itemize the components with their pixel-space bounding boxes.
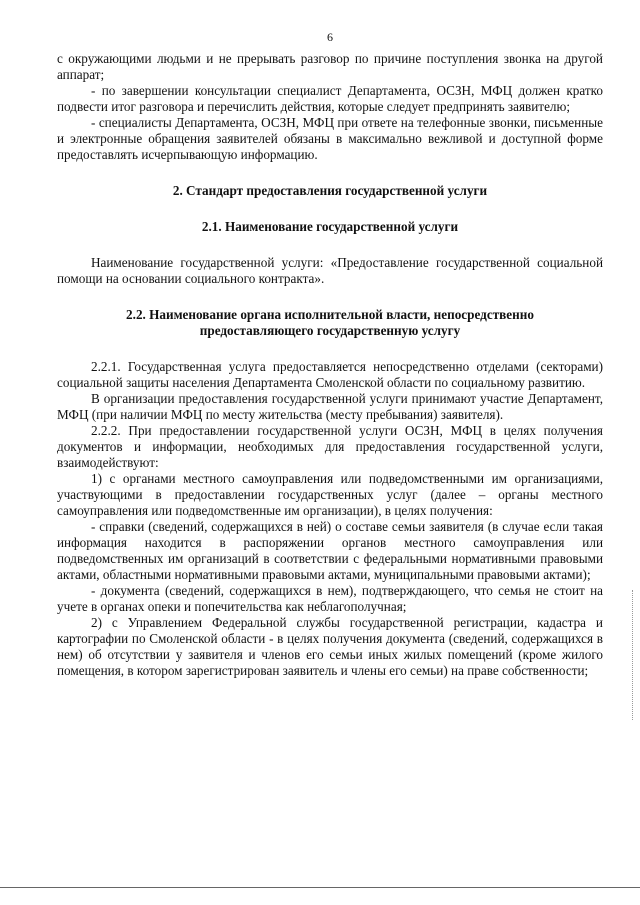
paragraph: 2.2.1. Государственная услуга предоставляется непосредственно отделами (секторами) социальной защиты населения Департамента Смоленской области по социальному развитию. xyxy=(57,359,603,390)
paragraph: с окружающими людьми и не прерывать разговор по причине поступления звонка на другой аппарат; xyxy=(57,51,603,82)
paragraph: В организации предоставления государственной услуги принимают участие Департамент, МФЦ (при наличии МФЦ по месту жительства (месту пребывания) заявителя). xyxy=(57,391,603,422)
page-number: 6 xyxy=(327,30,333,44)
section-heading-2: 2. Стандарт предоставления государственной услуги xyxy=(172,183,488,198)
paragraph: - специалисты Департамента, ОСЗН, МФЦ при ответе на телефонные звонки, письменные и электронные обращения заявителей обязаны в максимально вежливой и доступной форме предоставлять исчерпывающую информацию. xyxy=(57,115,603,162)
paragraph: 2.2.2. При предоставлении государственной услуги ОСЗН, МФЦ в целях получения документов и информации, необходимых для предоставления государственной услуги, взаимодействуют: xyxy=(57,423,603,470)
paragraph: - по завершении консультации специалист Департамента, ОСЗН, МФЦ должен кратко подвести итог разговора и перечислить действия, которые следует предпринять заявителю; xyxy=(57,83,603,114)
paragraph: 2) с Управлением Федеральной службы государственной регистрации, кадастра и картографии по Смоленской области - в целях получения документа (сведений, содержащихся в нем) об отсутствии у заявителя и членов его семьи иных жилых помещений (кроме жилого помещения, в котором зарегистрирован заявитель и члены его семьи) на праве собственности; xyxy=(57,615,603,678)
section-heading-2-2-line2: предоставляющего государственную услугу xyxy=(199,323,461,338)
bottom-rule xyxy=(0,887,640,888)
paragraph: 1) с органами местного самоуправления или подведомственными им организациями, участвующими в предоставлении государственных услуг (далее – органы местного самоуправления или подведомственные им организации), в целях получения: xyxy=(57,471,603,518)
section-heading-2-2-line1: 2.2. Наименование органа исполнительной власти, непосредственно xyxy=(126,307,534,322)
scan-edge-mark xyxy=(632,590,634,720)
paragraph: Наименование государственной услуги: «Предоставление государственной социальной помощи на основании социального контракта». xyxy=(57,255,603,286)
section-heading-2-1: 2.1. Наименование государственной услуги xyxy=(201,219,459,234)
paragraph: - справки (сведений, содержащихся в ней) о составе семьи заявителя (в случае если такая информация находится в распоряжении органов местного самоуправления или подведомственных им организаций в соответствии с федеральными нормативными правовыми актами, областными нормативными правовыми актами, муниципальными правовыми актами); xyxy=(57,519,603,582)
page-content xyxy=(57,30,603,679)
paragraph: - документа (сведений, содержащихся в нем), подтверждающего, что семья не стоит на учете в органах опеки и попечительства как неблагополучная; xyxy=(57,583,603,614)
